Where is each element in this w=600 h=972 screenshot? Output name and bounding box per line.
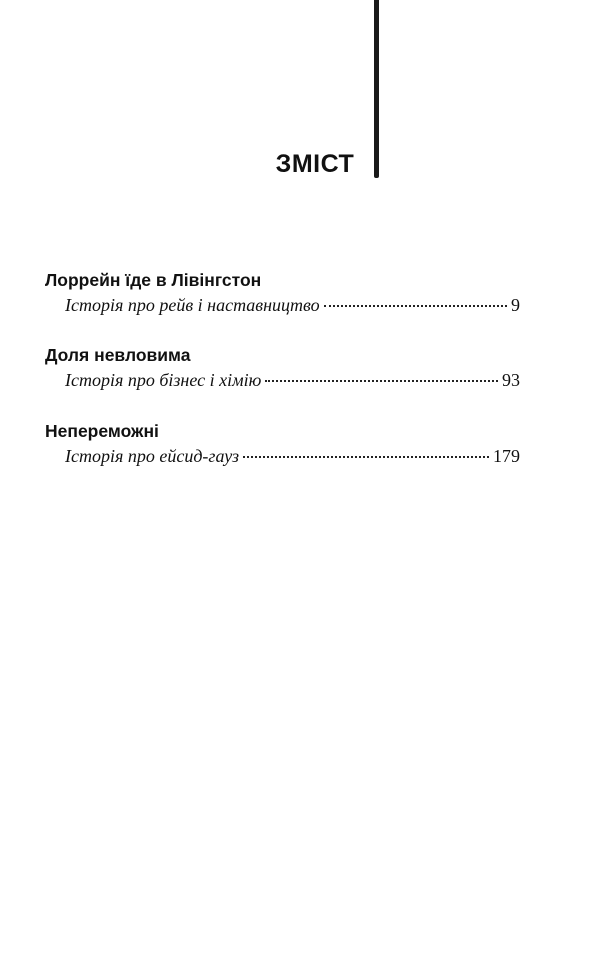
page-title: ЗМІСТ	[275, 150, 355, 178]
toc-entry[interactable]	[45, 268, 520, 318]
dot-leader	[324, 305, 507, 307]
entry-title: Непереможні	[45, 421, 159, 441]
dot-leader	[265, 380, 498, 382]
dot-leader	[243, 456, 489, 458]
toc-entry[interactable]	[45, 343, 520, 393]
entry-subtitle: Історія про рейв і наставництво	[65, 295, 320, 315]
page-number: 9	[511, 295, 520, 315]
entry-title: Доля невловима	[45, 345, 191, 365]
entry-line	[45, 292, 520, 318]
page-number: 179	[493, 446, 520, 466]
entry-subtitle: Історія про ейсид-гауз	[65, 446, 239, 466]
entry-title: Лоррейн їде в Лівінгстон	[45, 270, 262, 290]
entry-subtitle: Історія про бізнес і хімію	[65, 370, 262, 390]
entry-line	[45, 443, 520, 469]
toc-entry[interactable]	[45, 419, 520, 469]
page-number: 93	[502, 370, 520, 390]
entry-line	[45, 367, 520, 393]
